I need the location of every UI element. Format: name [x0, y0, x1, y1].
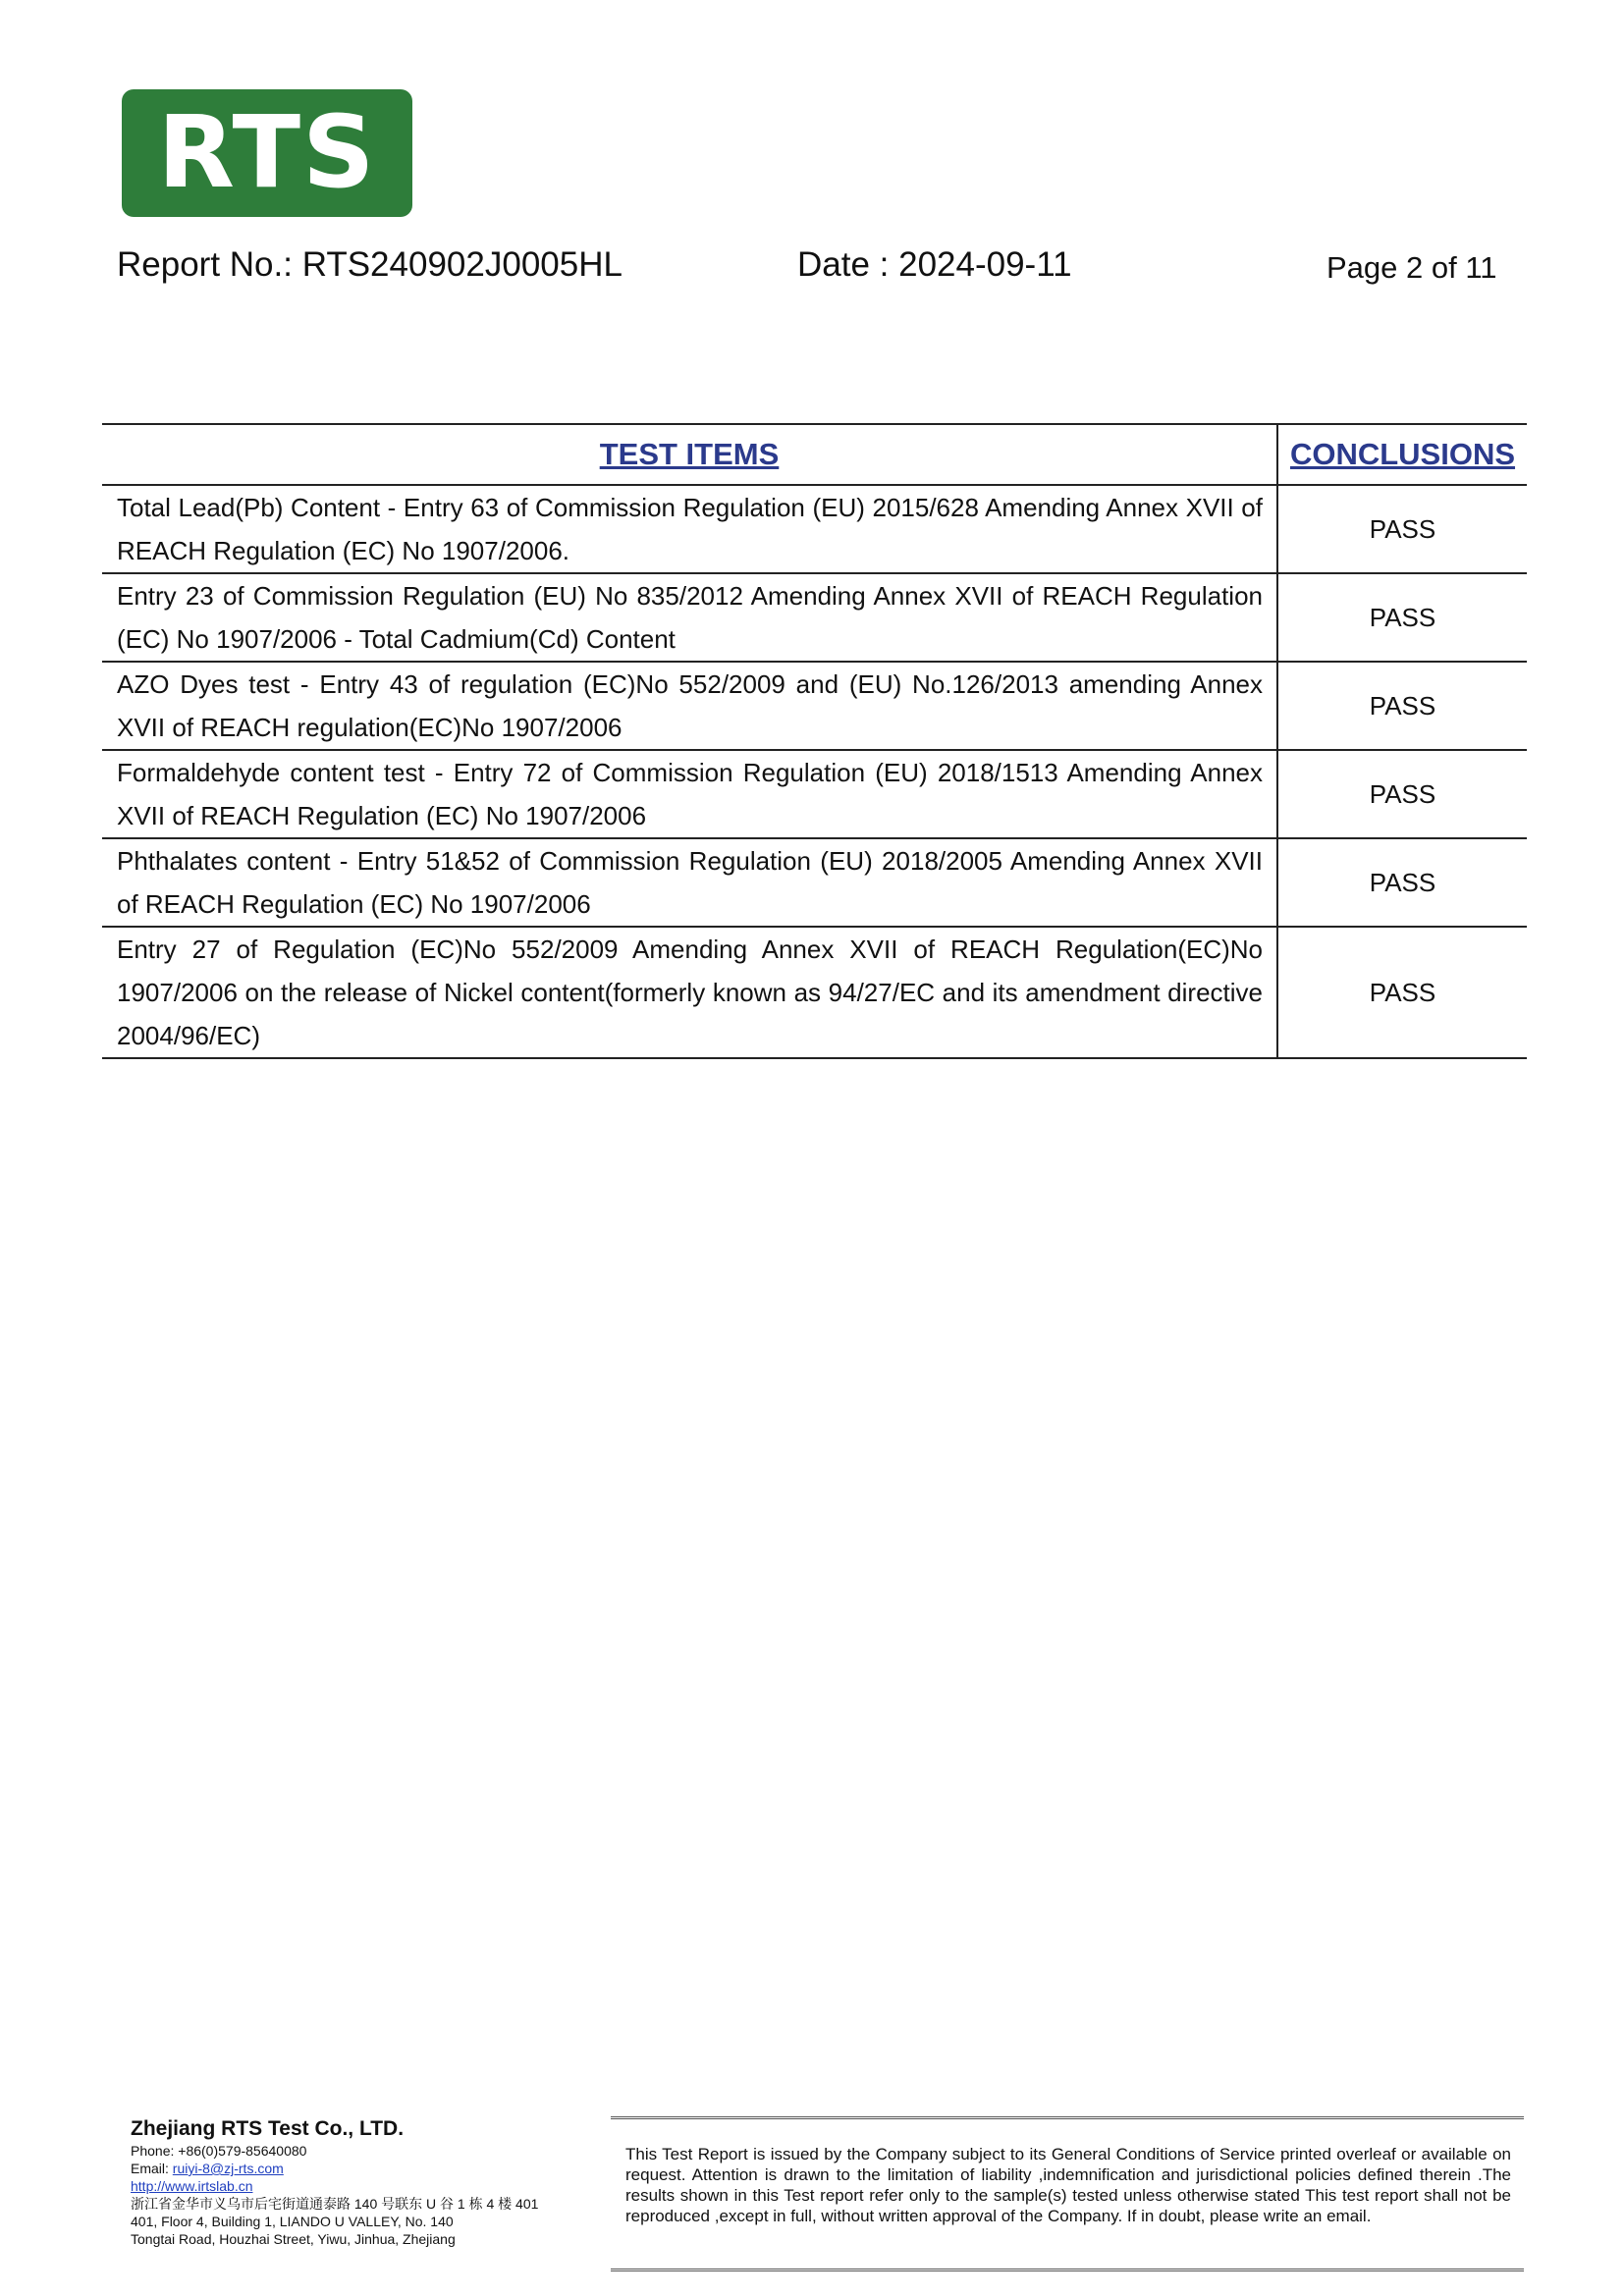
- conclusion-cell: PASS: [1277, 838, 1527, 927]
- email-link[interactable]: ruiyi-8@zj-rts.com: [172, 2161, 284, 2176]
- test-item-cell: Formaldehyde content test - Entry 72 of Commission Regulation (EU) 2018/1513 Amending Annex XVII of REACH Regulation (EC) No 1907/2006: [102, 750, 1277, 838]
- header-test-items: TEST ITEMS: [102, 424, 1277, 485]
- conclusion-cell: PASS: [1277, 662, 1527, 750]
- page-number: Page 2 of 11: [1326, 250, 1497, 285]
- test-item-cell: AZO Dyes test - Entry 43 of regulation (EC)No 552/2009 and (EU) No.126/2013 amending Annex XVII of REACH regulation(EC)No 1907/2006: [102, 662, 1277, 750]
- company-email-line: [131, 2160, 563, 2177]
- disclaimer-text: This Test Report is issued by the Company subject to its General Conditions of Service printed overleaf or available on request. Attention is drawn to the limitation of liability ,indemnification and jurisdictional policies defined therein .The results shown in this Test report refer only to the sample(s) tested unless otherwise stated This test report shall not be reproduced ,except in full, without written approval of the Company. If in doubt, please write an email.: [625, 2145, 1511, 2225]
- company-logo: [122, 89, 412, 217]
- website-link[interactable]: http://www.irtslab.cn: [131, 2178, 253, 2194]
- table-row: [102, 573, 1527, 662]
- test-item-cell: Phthalates content - Entry 51&52 of Commission Regulation (EU) 2018/2005 Amending Annex XVII of REACH Regulation (EC) No 1907/2006: [102, 838, 1277, 927]
- company-contact-block: [131, 2116, 563, 2248]
- report-number: Report No.: RTS240902J0005HL: [117, 245, 623, 284]
- company-name: Zhejiang RTS Test Co., LTD.: [131, 2117, 405, 2140]
- table-row: [102, 838, 1527, 927]
- address-english-line-2: Tongtai Road, Houzhai Street, Yiwu, Jinhua, Zhejiang: [131, 2231, 456, 2247]
- test-item-cell: Total Lead(Pb) Content - Entry 63 of Commission Regulation (EU) 2015/628 Amending Annex XVII of REACH Regulation (EC) No 1907/2006.: [102, 485, 1277, 573]
- address-chinese: 浙江省金华市义乌市后宅街道通泰路 140 号联东 U 谷 1 栋 4 楼 401: [131, 2196, 539, 2212]
- test-results-table: [102, 423, 1527, 1059]
- footer-divider-top: [611, 2116, 1524, 2119]
- test-item-cell: Entry 27 of Regulation (EC)No 552/2009 Amending Annex XVII of REACH Regulation(EC)No 1907/2006 on the release of Nickel content(formerly known as 94/27/EC and its amendment directive 2004/96/EC): [102, 927, 1277, 1058]
- table-row: [102, 662, 1527, 750]
- footer-divider-bottom: [611, 2269, 1524, 2271]
- table-row: [102, 750, 1527, 838]
- conclusion-cell: PASS: [1277, 485, 1527, 573]
- address-english-line-1: 401, Floor 4, Building 1, LIANDO U VALLEY, No. 140: [131, 2214, 454, 2229]
- header-conclusions: CONCLUSIONS: [1277, 424, 1527, 485]
- company-phone: Phone: +86(0)579-85640080: [131, 2143, 307, 2159]
- conclusion-cell: PASS: [1277, 927, 1527, 1058]
- test-item-cell: Entry 23 of Commission Regulation (EU) No 835/2012 Amending Annex XVII of REACH Regulation (EC) No 1907/2006 - Total Cadmium(Cd) Content: [102, 573, 1277, 662]
- email-label: Email:: [131, 2161, 173, 2176]
- conclusion-cell: PASS: [1277, 573, 1527, 662]
- table-header-row: [102, 424, 1527, 485]
- table-row: [102, 927, 1527, 1058]
- table-body: [102, 485, 1527, 1058]
- conclusion-cell: PASS: [1277, 750, 1527, 838]
- table-row: [102, 485, 1527, 573]
- report-date: Date : 2024-09-11: [797, 245, 1072, 284]
- logo-text: RTS: [157, 94, 377, 211]
